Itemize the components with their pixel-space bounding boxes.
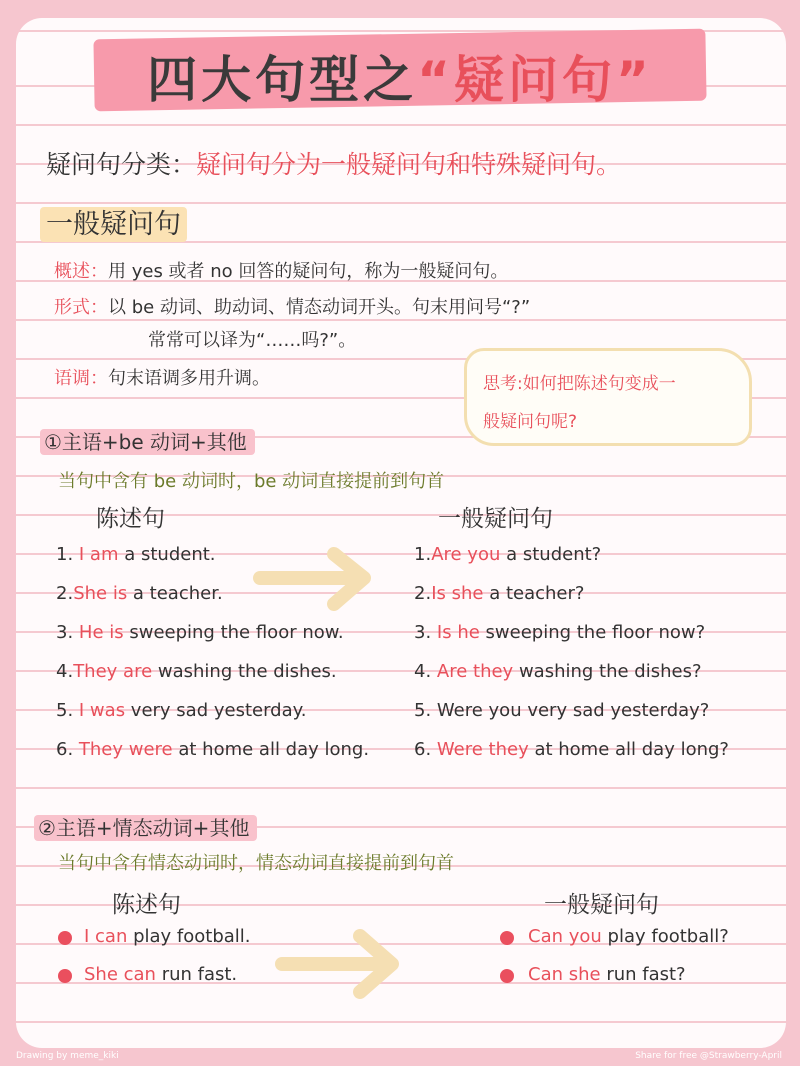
question-row: Can she run fast? [528, 964, 686, 985]
arrow-right-icon [252, 544, 378, 614]
think-line-1: 思考:如何把陈述句变成一 [483, 374, 676, 394]
rule1-statement-header: 陈述句 [96, 506, 165, 532]
rule1-heading: ①主语+be 动词+其他 [40, 426, 255, 455]
arrow-right-icon [274, 926, 406, 1002]
rule1-question-header: 一般疑问句 [438, 506, 553, 532]
statement-row: I can play football. [84, 926, 251, 947]
rule2-statement-header: 陈述句 [112, 892, 181, 918]
form-line-2: 常常可以译为“……吗?”。 [148, 330, 357, 351]
question-row: 4. Are they washing the dishes? [414, 661, 702, 682]
statement-row: She can run fast. [84, 964, 238, 985]
question-row: 6. Were they at home all day long? [414, 739, 729, 760]
think-box [464, 348, 752, 446]
statement-row: 6. They were at home all day long. [56, 739, 370, 760]
rule2-description: 当句中含有情态动词时，情态动词直接提前到句首 [58, 853, 454, 874]
statement-row: 1. I am a student. [56, 544, 216, 565]
footer-credit-right: Share for free @Strawberry-April [635, 1051, 782, 1061]
footer-credit-left: Drawing by meme_kiki [16, 1051, 119, 1061]
question-row: Can you play football? [528, 926, 729, 947]
bullet-dot [500, 931, 514, 945]
rule2-question-header: 一般疑问句 [544, 892, 659, 918]
bullet-dot [58, 931, 72, 945]
question-row: 1.Are you a student? [414, 544, 602, 565]
form-line: 形式：以 be 动词、助动词、情态动词开头。句末用问号“?” [54, 297, 531, 318]
think-line-2: 般疑问句呢? [483, 412, 578, 432]
question-row: 3. Is he sweeping the floor now? [414, 622, 706, 643]
bullet-dot [500, 969, 514, 983]
statement-row: 5. I was very sad yesterday. [56, 700, 307, 721]
section-heading: 一般疑问句 [40, 202, 187, 241]
rule2-heading: ②主语+情态动词+其他 [34, 812, 257, 841]
question-row: 5. Were you very sad yesterday? [414, 700, 710, 721]
statement-row: 3. He is sweeping the floor now. [56, 622, 344, 643]
question-row: 2.Is she a teacher? [414, 583, 585, 604]
bullet-dot [58, 969, 72, 983]
rule1-description: 当句中含有 be 动词时，be 动词直接提前到句首 [58, 471, 445, 492]
intonation-line: 语调：句末语调多用升调。 [54, 368, 270, 389]
statement-row: 2.She is a teacher. [56, 583, 223, 604]
statement-row: 4.They are washing the dishes. [56, 661, 337, 682]
classification-line: 疑问句分类：疑问句分为一般疑问句和特殊疑问句。 [46, 150, 622, 179]
overview-line: 概述：用 yes 或者 no 回答的疑问句，称为一般疑问句。 [54, 261, 509, 282]
page-title: 四大句型之“疑问句” [147, 51, 653, 109]
